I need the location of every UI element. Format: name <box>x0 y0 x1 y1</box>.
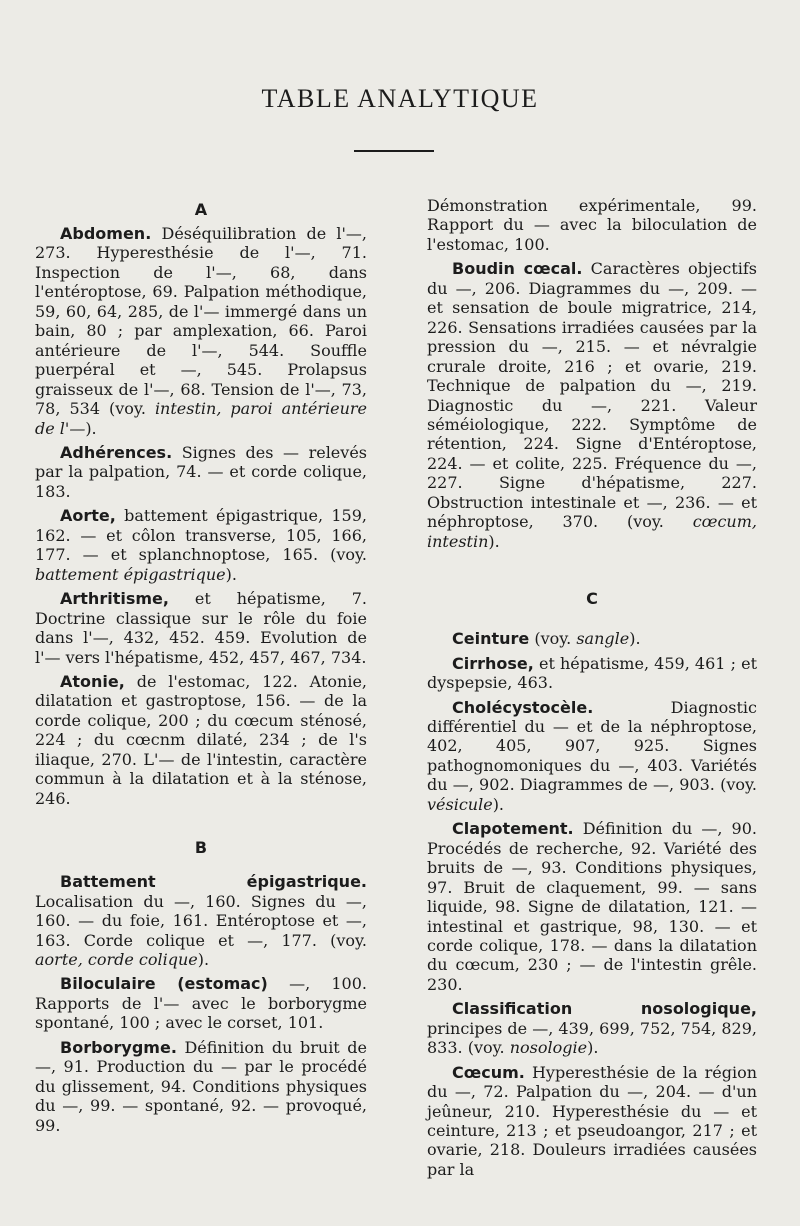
index-entry-clapotement <box>427 819 757 994</box>
entry-headword: Adhérences. <box>60 442 173 462</box>
entry-text: (voy. <box>529 629 577 649</box>
entry-headword: Atonie, <box>60 671 125 691</box>
entry-headword: Classification nosologique, <box>452 999 757 1019</box>
entry-headword: Abdomen. <box>60 224 152 243</box>
entry-headword: Arthritisme, <box>60 589 169 609</box>
entry-tail: ). <box>629 629 641 649</box>
index-entry-classification <box>427 999 757 1057</box>
left-column <box>35 196 367 1140</box>
index-entry-continuation: Démonstration expérimentale, 99. Rapport du — avec la biloculation de l'estomac, 100. <box>427 196 757 254</box>
index-entry-battement-epigastrique <box>35 872 367 969</box>
entry-headword: Clapotement. <box>452 819 574 839</box>
title-rule <box>354 150 434 152</box>
index-entry-ceinture <box>427 629 757 648</box>
entry-tail: ). <box>587 1038 599 1058</box>
index-entry-aorte <box>35 506 367 584</box>
entry-text: et hépatisme, 7. Doctrine classique sur le rôle du foie dans l'—, 432, 452. 459. Evolution de l'— vers l'hépatisme, 452, 457, 467, 734. <box>35 589 367 667</box>
entry-text: et hépatisme, 459, 461 ; et dyspepsie, 463. <box>427 653 757 693</box>
entry-text: —, 100. Rapports de l'— avec le borborygme spontané, 100 ; avec le corset, 101. <box>35 974 367 1033</box>
entry-tail: ). <box>85 418 97 438</box>
entry-text: Caractères objectifs du —, 206. Diagrammes du —, 209. — et sensation de boule migratrice, 214, 226. Sensations irradiées causées par la pression du —, 215. — et névralgie crurale droite, 216 ; et ovarie, 219. Technique de palpation du —, 219. Diagnostic du —, 221. Valeur séméiologique, 222. Symptôme de rétention, 224. Signe d'Entéroptose, 224. — et colite, 225. Fréquence du —, 227. Signe d'hépatisme, 227. Obstruction intestinale et —, 236. — et néphroptose, 370. (voy. <box>427 259 757 532</box>
index-entry-borborygme <box>35 1038 367 1135</box>
index-entry-coecum <box>427 1063 757 1180</box>
index-entry-cirrhose <box>427 654 757 693</box>
right-column <box>427 196 757 1184</box>
entry-text: Diagnostic différentiel du — et de la néphroptose, 402, 405, 907, 925. Signes pathognomoniques du —, 403. Variétés du —, 902. Diagrammes de —, 903. (voy. <box>427 697 757 795</box>
entry-headword: Cholécystocèle. <box>452 697 594 717</box>
index-entry-biloculaire <box>35 974 367 1032</box>
entry-text: Hyperesthésie de la région du —, 72. Palpation du —, 204. — d'un jeûneur, 210. Hyperesthésie du — et ceinture, 213 ; et pseudoangor, 217 ; et ovarie, 218. Douleurs irradiées causées par la <box>427 1062 757 1179</box>
entry-text: Localisation du —, 160. Signes du —, 160. — du foie, 161. Entéroptose et —, 163. Corde colique et —, 177. (voy. <box>35 891 367 950</box>
entry-headword: Cœcum. <box>452 1062 525 1082</box>
entry-tail: ). <box>492 794 505 814</box>
entry-headword: Biloculaire (estomac) <box>60 974 268 994</box>
entry-text: Déséquilibration de l'—, 273. Hyperesthésie de l'—, 71. Inspection de l'—, 68, dans l'entéroptose, 69. Palpation méthodique, 59, 60, 64, 285, de l'— immergé dans un bain, 80 ; par amplexation, 66. Paroi antérieure de l'—, 544. Souffle puerpéral et —, 545. Prolapsus graisseux de l'—, 68. Tension de l'—, 73, 78, 534 (voy. <box>35 224 367 419</box>
entry-text: de l'estomac, 122. Atonie, dilatation et gastroptose, 156. — de la corde colique, 200 ; du cœcum sténosé, 224 ; du cœcnm dilaté, 234 ; de l's iliaque, 270. L'— de l'intestin, caractère commun à la dilatation et à la sténose, 246. <box>35 671 367 808</box>
entry-headword: Cirrhose, <box>452 653 534 673</box>
index-entry-abdomen <box>35 224 367 438</box>
entry-tail: ). <box>488 531 500 551</box>
entry-crossref: cœcum, intestin <box>427 512 757 551</box>
entry-headword: Aorte, <box>60 506 116 526</box>
entry-crossref: intestin, paroi antérieure de l'— <box>35 399 368 438</box>
index-entry-atonie <box>35 672 367 808</box>
entry-headword: Battement épigastrique. <box>60 872 367 892</box>
entry-text: Définition du —, 90. Procédés de recherche, 92. Variété des bruits de —, 93. Conditions physiques, 97. Bruit de claquement, 99. — sans liquide, 98. Signe de dilatation, 121. — intestinal et gastrique, 98, 130. — et corde colique, 178. — dans la dilatation du cœcum, 230 ; — de l'intestin grêle. 230. <box>427 819 757 994</box>
entry-headword: Boudin cœcal. <box>452 259 583 279</box>
entry-text: battement épigastrique, 159, 162. — et côlon transverse, 105, 166, 177. — et splanchnoptose, 165. (voy. <box>35 506 367 565</box>
entry-headword: Ceinture <box>452 629 530 649</box>
index-entry-arthritisme <box>35 589 367 667</box>
section-letter-c: C <box>586 589 598 609</box>
entry-crossref: nosologie <box>509 1038 588 1058</box>
index-entry-boudin-coecal <box>427 259 757 551</box>
entry-crossref: aorte, corde colique <box>35 949 198 969</box>
section-letter-a: A <box>194 200 208 219</box>
entry-tail: ). <box>197 949 210 969</box>
entry-headword: Borborygme. <box>60 1037 177 1057</box>
entry-text: principes de —, 439, 699, 752, 754, 829, 833. (voy. <box>427 1018 757 1058</box>
entry-crossref: vésicule <box>427 794 493 814</box>
entry-crossref: sangle <box>576 629 630 649</box>
entry-crossref: battement épigastrique <box>35 564 226 584</box>
section-letter-b: B <box>194 838 208 858</box>
page-title: TABLE ANALYTIQUE <box>261 84 539 113</box>
entry-text: Définition du bruit de —, 91. Production du — par le procédé du glissement, 94. Conditions physiques du —, 99. — spontané, 92. — provoqué, 99. <box>35 1037 367 1135</box>
index-entry-adherences <box>35 443 367 501</box>
entry-tail: ). <box>225 564 237 584</box>
entry-text: Signes des — relevés par la palpation, 74. — et corde colique, 183. <box>35 442 367 501</box>
index-entry-cholecystocele <box>427 698 757 815</box>
